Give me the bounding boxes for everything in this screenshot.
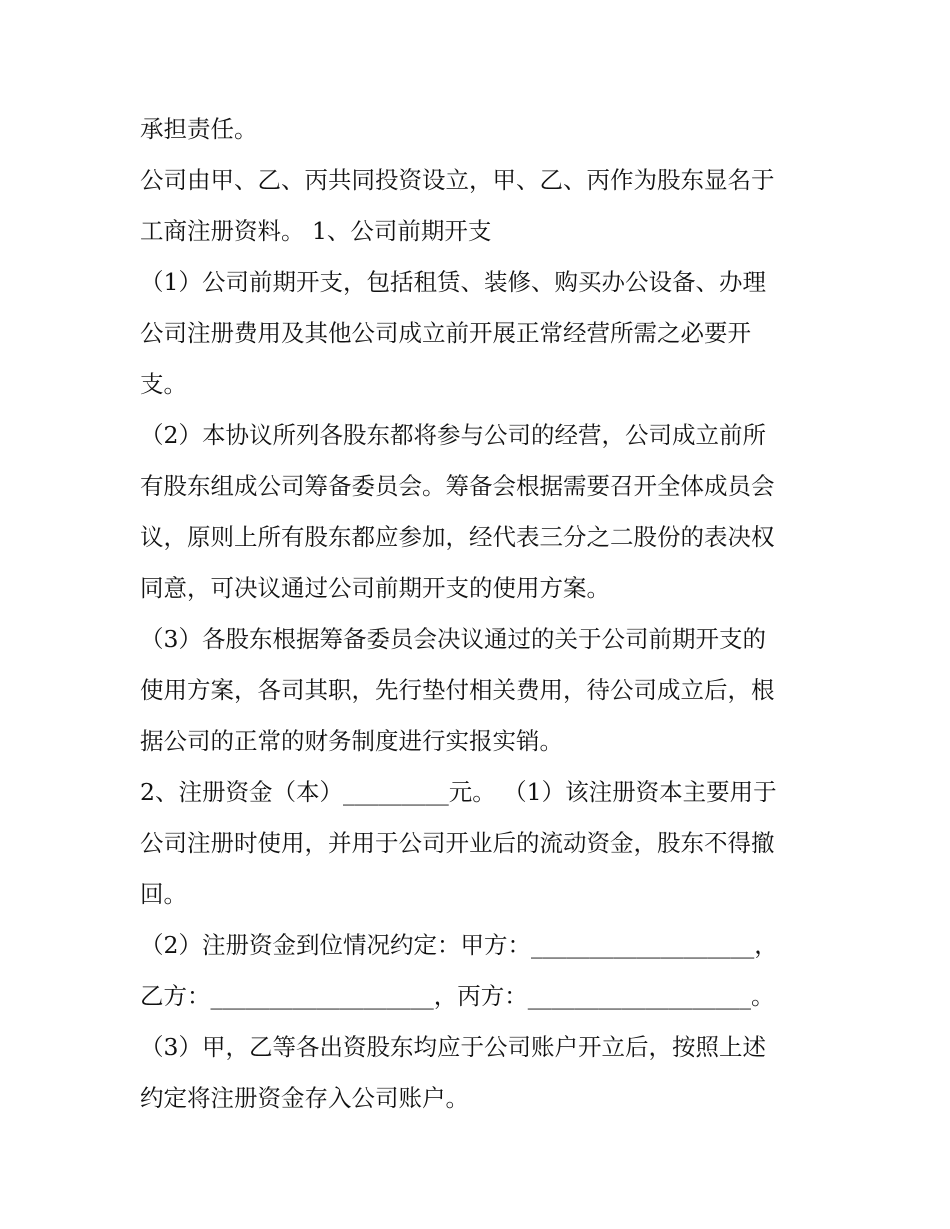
text-line: 承担责任。 xyxy=(140,115,258,143)
text-line: 约定将注册资金存入公司账户。 xyxy=(140,1084,469,1112)
text-line: （2）注册资金到位情况约定：甲方：___________________， xyxy=(140,931,778,959)
text-line: 据公司的正常的财务制度进行实报实销。 xyxy=(140,727,563,755)
text-line: 乙方：___________________，丙方：___________________。 xyxy=(140,982,775,1010)
text-line: 工商注册资料。 1、公司前期开支 xyxy=(140,217,492,245)
text-line: 使用方案，各司其职，先行垫付相关费用，待公司成立后，根 xyxy=(140,676,775,704)
text-line: 回。 xyxy=(140,880,187,908)
text-line: （1）公司前期开支，包括租赁、装修、购买办公设备、办理 xyxy=(140,268,766,296)
text-line: （2）本协议所列各股东都将参与公司的经营，公司成立前所 xyxy=(140,421,766,449)
text-line: 同意，可决议通过公司前期开支的使用方案。 xyxy=(140,574,610,602)
text-line: 有股东组成公司筹备委员会。筹备会根据需要召开全体成员会 xyxy=(140,472,775,500)
text-line: （3）甲，乙等各出资股东均应于公司账户开立后，按照上述 xyxy=(140,1033,766,1061)
text-line: 支。 xyxy=(140,370,187,398)
text-line: 公司由甲、乙、丙共同投资设立，甲、乙、丙作为股东显名于 xyxy=(140,166,775,194)
text-line: 公司注册费用及其他公司成立前开展正常经营所需之必要开 xyxy=(140,319,751,347)
text-line: 公司注册时使用，并用于公司开业后的流动资金，股东不得撤 xyxy=(140,829,775,857)
text-line: 议，原则上所有股东都应参加，经代表三分之二股份的表决权 xyxy=(140,523,775,551)
text-line: 2、注册资金（本）_________元。 （1）该注册资本主要用于 xyxy=(140,778,777,806)
document-body xyxy=(140,104,820,1124)
text-line: （3）各股东根据筹备委员会决议通过的关于公司前期开支的 xyxy=(140,625,766,653)
